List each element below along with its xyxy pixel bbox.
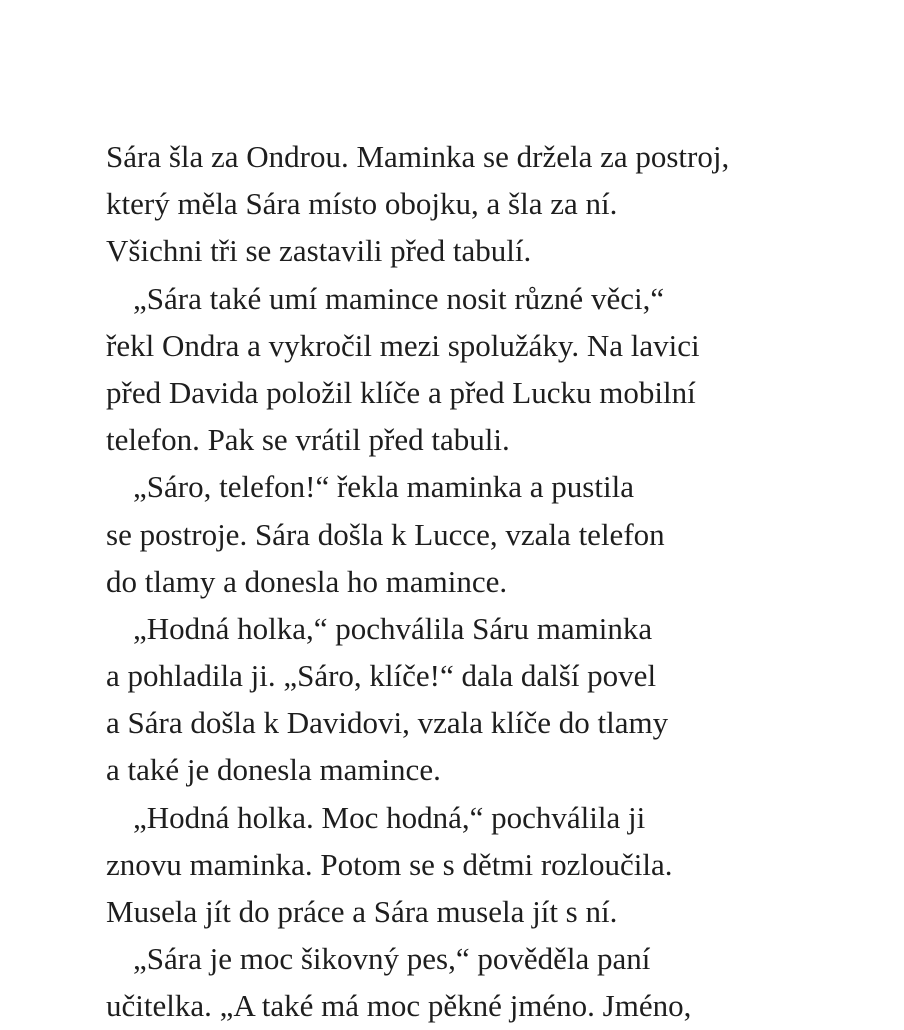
text-line: a Sára došla k Davidovi, vzala klíče do tlamy — [106, 705, 669, 741]
text-line: řekl Ondra a vykročil mezi spolužáky. Na lavici — [106, 327, 700, 363]
text-line: do tlamy a donesla ho mamince. — [106, 563, 508, 599]
text-line: Musela jít do práce a Sára musela jít s ní. — [106, 894, 618, 929]
text-line: Sára šla za Ondrou. Maminka se držela za postroj, — [106, 139, 730, 174]
paragraph-start-line: „Sára také umí mamince nosit různé věci,“ — [133, 280, 665, 316]
text-line: Všichni tři se zastavili před tabulí. — [106, 233, 532, 269]
text-line: telefon. Pak se vrátil před tabuli. — [106, 422, 510, 458]
text-line: před Davida položil klíče a před Lucku mobilní — [106, 374, 696, 410]
paragraph-start-line: „Sára je moc šikovný pes,“ pověděla paní — [133, 941, 651, 977]
paragraph-start-line: „Hodná holka. Moc hodná,“ pochválila ji — [133, 799, 646, 835]
body-text — [106, 133, 866, 1030]
paragraph-start-line: „Sáro, telefon!“ řekla maminka a pustila — [133, 469, 634, 505]
text-line: se postroje. Sára došla k Lucce, vzala telefon — [106, 516, 665, 552]
text-line: znovu maminka. Potom se s dětmi rozloučila. — [106, 846, 673, 882]
paragraph-start-line: „Hodná holka,“ pochválila Sáru maminka — [133, 610, 653, 646]
text-line: a také je donesla mamince. — [106, 752, 441, 788]
text-line: a pohladila ji. „Sáro, klíče!“ dala další povel — [106, 658, 657, 694]
text-line: který měla Sára místo obojku, a šla za ní. — [106, 186, 618, 222]
text-line: učitelka. „A také má moc pěkné jméno. Jméno, — [106, 988, 692, 1024]
